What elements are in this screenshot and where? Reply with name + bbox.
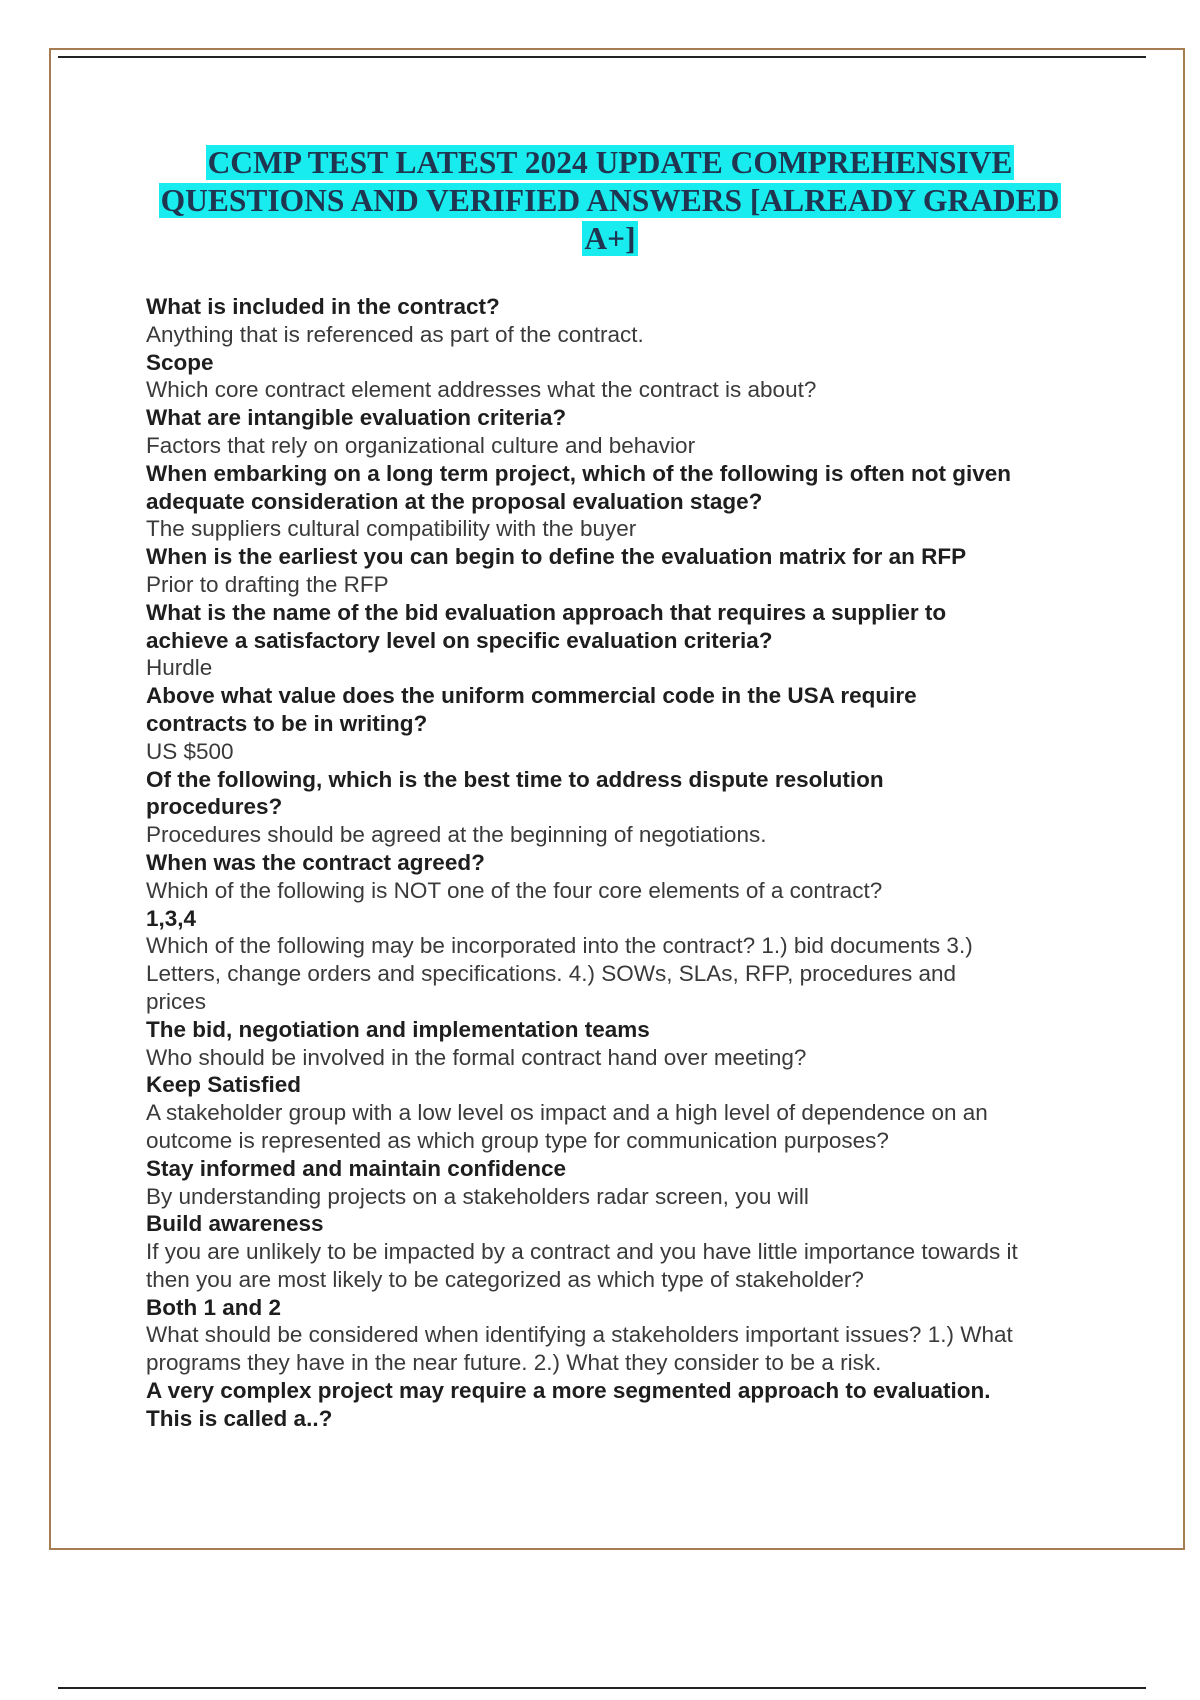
answer-line: A stakeholder group with a low level os impact and a high level of dependence on an	[146, 1100, 988, 1126]
answer-line: Procedures should be agreed at the beginning of negotiations.	[146, 822, 767, 848]
question-line: achieve a satisfactory level on specific evaluation criteria?	[146, 627, 773, 653]
answer-line: prices	[146, 988, 207, 1014]
answer-line: US $500	[146, 738, 234, 764]
bottom-rule	[58, 1687, 1146, 1689]
title-line: A+]	[584, 221, 636, 256]
answer-line: What should be considered when identifying a stakeholders important issues? 1.) What	[146, 1322, 1013, 1348]
question-line: When embarking on a long term project, which of the following is often not given	[146, 460, 1012, 486]
answer-line: programs they have in the near future. 2.) What they consider to be a risk.	[146, 1350, 882, 1376]
question-line: When was the contract agreed?	[146, 849, 485, 875]
question-line: This is called a..?	[146, 1405, 333, 1431]
document-title	[140, 144, 1080, 258]
answer-line: Hurdle	[146, 655, 213, 681]
answer-line: Factors that rely on organizational culture and behavior	[146, 432, 696, 458]
question-line: What is included in the contract?	[146, 294, 500, 319]
answer-line: Prior to drafting the RFP	[146, 571, 389, 597]
question-line: The bid, negotiation and implementation teams	[146, 1016, 650, 1042]
answer-line: The suppliers cultural compatibility with the buyer	[146, 516, 637, 542]
answer-line: Which core contract element addresses what the contract is about?	[146, 377, 817, 403]
answer-line: By understanding projects on a stakeholders radar screen, you will	[146, 1183, 809, 1209]
question-line: What is the name of the bid evaluation approach that requires a supplier to	[146, 599, 947, 625]
question-line: When is the earliest you can begin to define the evaluation matrix for an RFP	[146, 544, 967, 570]
question-line: What are intangible evaluation criteria?	[146, 405, 567, 431]
question-line: Of the following, which is the best time to address dispute resolution	[146, 766, 884, 792]
question-line: adequate consideration at the proposal evaluation stage?	[146, 488, 763, 514]
answer-line: Which of the following is NOT one of the four core elements of a contract?	[146, 877, 883, 903]
question-line: Build awareness	[146, 1211, 324, 1237]
question-line: procedures?	[146, 794, 283, 820]
answer-line: Who should be involved in the formal contract hand over meeting?	[146, 1044, 807, 1070]
question-answer-list	[146, 293, 1091, 1433]
question-line: A very complex project may require a more segmented approach to evaluation.	[146, 1378, 991, 1404]
question-line: Scope	[146, 349, 214, 375]
answer-line: Letters, change orders and specifications. 4.) SOWs, SLAs, RFP, procedures and	[146, 961, 956, 987]
title-line: QUESTIONS AND VERIFIED ANSWERS [ALREADY GRADED	[160, 183, 1060, 218]
answer-line: If you are unlikely to be impacted by a contract and you have little importance towards it	[146, 1239, 1018, 1265]
answer-line: outcome is represented as which group type for communication purposes?	[146, 1127, 889, 1153]
answer-line: Which of the following may be incorporated into the contract? 1.) bid documents 3.)	[146, 933, 973, 959]
question-line: Keep Satisfied	[146, 1072, 302, 1098]
answer-line: then you are most likely to be categorized as which type of stakeholder?	[146, 1266, 864, 1292]
answer-line: Anything that is referenced as part of the contract.	[146, 321, 644, 347]
question-line: Both 1 and 2	[146, 1294, 282, 1320]
question-line: Stay informed and maintain confidence	[146, 1155, 567, 1181]
title-line: CCMP TEST LATEST 2024 UPDATE COMPREHENSIVE	[207, 145, 1013, 180]
top-rule	[58, 56, 1146, 58]
question-line: contracts to be in writing?	[146, 710, 428, 736]
question-line: Above what value does the uniform commercial code in the USA require	[146, 683, 917, 709]
question-line: 1,3,4	[146, 905, 197, 931]
